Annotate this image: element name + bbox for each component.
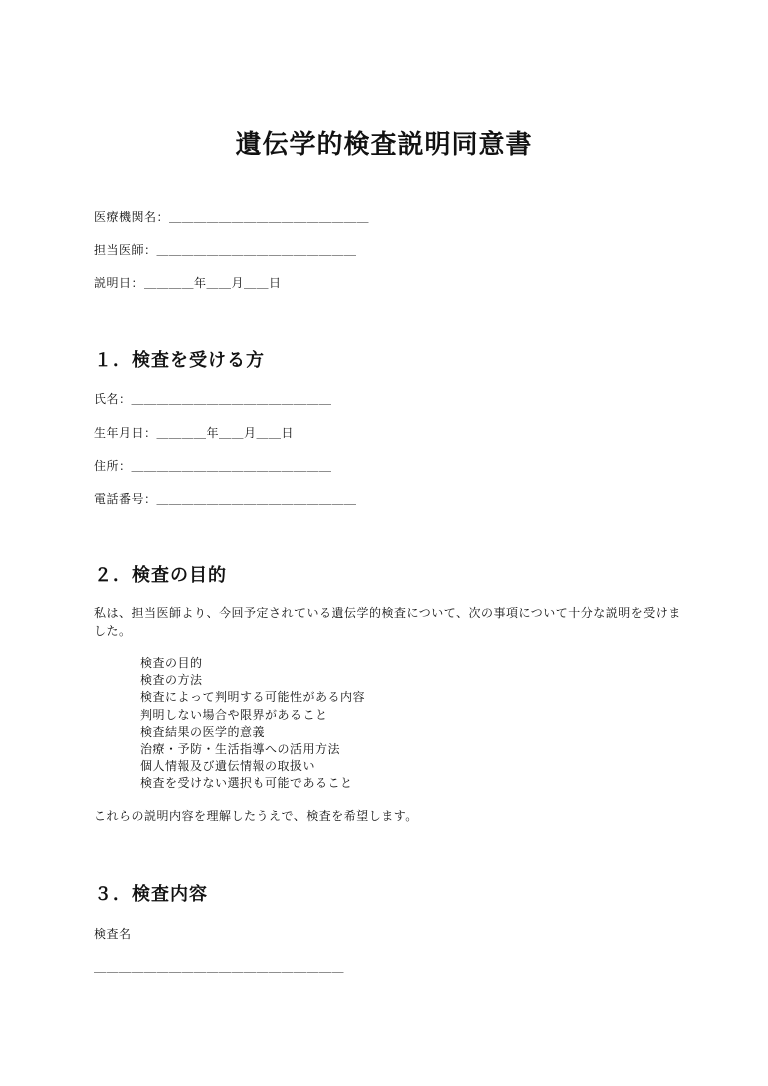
list-item: 治療・予防・生活指導への活用方法 [140, 742, 341, 757]
doctor-name-field: 担当医師：＿＿＿＿＿＿＿＿＿＿＿＿＿＿＿＿ [94, 243, 357, 257]
list-item: 判明しない場合や限界があること [140, 707, 328, 722]
section-1-heading: １．検査を受ける方 [94, 350, 265, 371]
explanation-date-field: 説明日：＿＿＿＿年＿＿月＿＿日 [94, 276, 282, 290]
explanation-items-list [140, 655, 365, 793]
list-item: 検査の目的 [140, 656, 203, 670]
list-item: 個人情報及び遺伝情報の取扱い [140, 759, 316, 774]
section-2-conclusion: これらの説明内容を理解したうえで、検査を希望します。 [94, 809, 418, 823]
institution-name-field: 医療機関名：＿＿＿＿＿＿＿＿＿＿＿＿＿＿＿＿ [94, 210, 370, 224]
test-name-blank: ＿＿＿＿＿＿＿＿＿＿＿＿＿＿＿＿＿＿＿＿ [94, 960, 345, 974]
section-2-intro: 私は、担当医師より、今回予定されている遺伝学的検査について、次の事項について十分な説明を受けました。 [94, 606, 681, 638]
patient-birthdate-field: 生年月日：＿＿＿＿年＿＿月＿＿日 [94, 426, 295, 440]
list-item: 検査によって判明する可能性がある内容 [140, 690, 366, 705]
list-item: 検査を受けない選択も可能であること [140, 776, 353, 791]
section-2-heading: ２．検査の目的 [94, 565, 227, 586]
patient-name-field: 氏名：＿＿＿＿＿＿＿＿＿＿＿＿＿＿＿＿ [94, 392, 332, 406]
list-item: 検査の方法 [140, 673, 203, 688]
section-3-heading: ３．検査内容 [94, 884, 208, 905]
test-name-label: 検査名 [94, 927, 132, 941]
document-title: 遺伝学的検査説明同意書 [235, 130, 533, 160]
list-item: 検査結果の医学的意義 [140, 724, 266, 739]
patient-address-field: 住所：＿＿＿＿＿＿＿＿＿＿＿＿＿＿＿＿ [94, 459, 332, 473]
patient-phone-field: 電話番号：＿＿＿＿＿＿＿＿＿＿＿＿＿＿＿＿ [94, 492, 357, 506]
